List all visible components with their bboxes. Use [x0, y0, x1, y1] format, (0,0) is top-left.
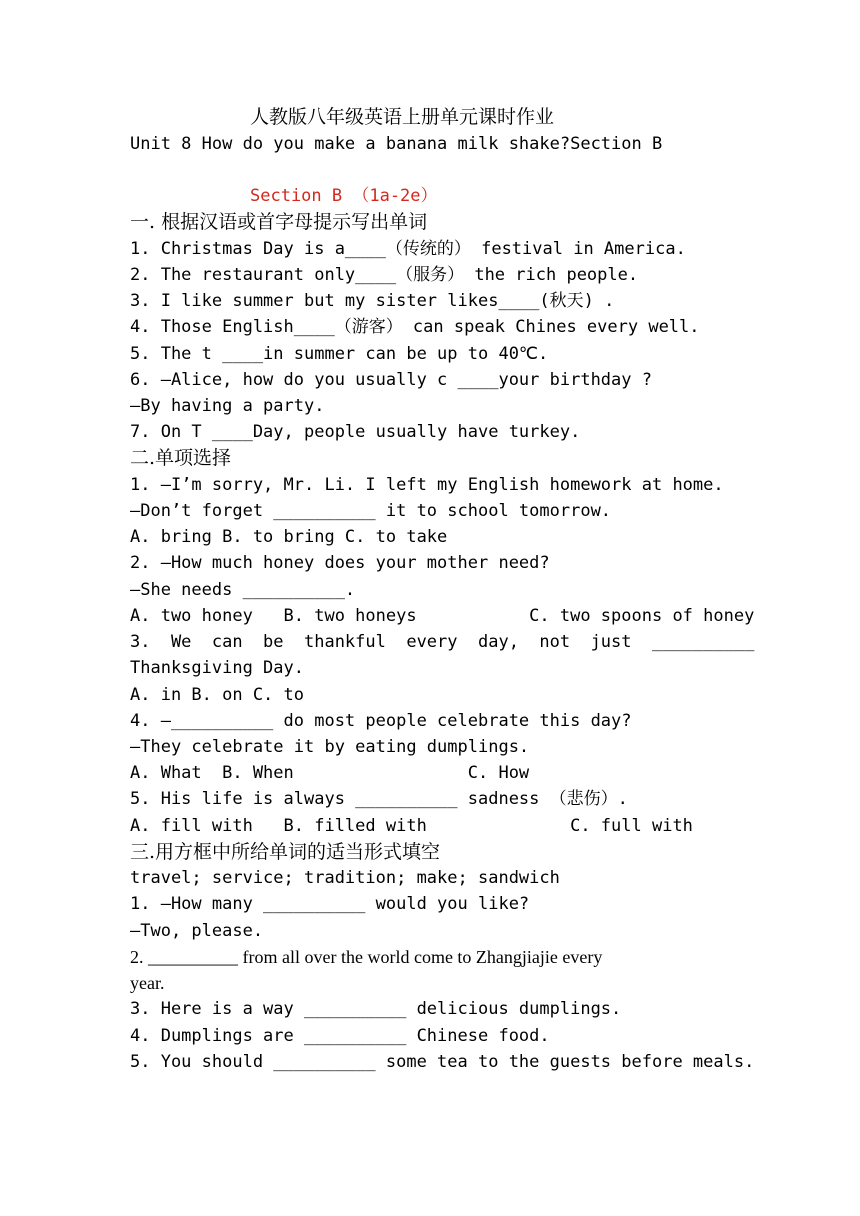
part2-line-4: 2. —How much honey does your mother need?: [130, 553, 550, 573]
part1-line-4: 4. Those English____（游客） can speak Chines every well.: [130, 317, 700, 337]
unit-subtitle: Unit 8 How do you make a banana milk shake?Section B: [130, 134, 663, 154]
part2-line-14: A. fill with B. filled with C. full with: [130, 816, 693, 836]
section-label: Section B （1a-2e）: [250, 186, 438, 206]
page-title: 人教版八年级英语上册单元课时作业: [250, 106, 555, 128]
part2-line-9: A. in B. on C. to: [130, 685, 304, 705]
part2-line-7: 3. We can be thankful every day, not just __________: [130, 632, 755, 652]
part2-line-6: A. two honey B. two honeys C. two spoons of honey: [130, 606, 755, 626]
part3-line-2: —Two, please.: [130, 921, 264, 941]
part1-line-6: 6. —Alice, how do you usually c ____your birthday ?: [130, 370, 652, 390]
part2-line-11: —They celebrate it by eating dumplings.: [130, 737, 530, 757]
part2-line-2: —Don’t forget __________ it to school tomorrow.: [130, 501, 612, 521]
part3-line-4: year.: [130, 973, 165, 993]
part3-word-box: travel; service; tradition; make; sandwich: [130, 868, 560, 888]
part1-line-2: 2. The restaurant only____（服务） the rich people.: [130, 265, 639, 285]
part3-heading: 三.用方框中所给单词的适当形式填空: [130, 841, 441, 863]
part2-line-5: —She needs __________.: [130, 580, 356, 600]
part2-line-12: A. What B. When C. How: [130, 763, 530, 783]
part1-line-7: —By having a party.: [130, 396, 325, 416]
part2-heading: 二.单项选择: [130, 447, 232, 469]
part1-line-3: 3. I like summer but my sister likes____(秋天) .: [130, 291, 615, 311]
part2-line-1: 1. —I’m sorry, Mr. Li. I left my English homework at home.: [130, 475, 724, 495]
part3-line-7: 5. You should __________ some tea to the guests before meals.: [130, 1052, 755, 1072]
part1-line-8: 7. On T ____Day, people usually have turkey.: [130, 422, 581, 442]
part2-line-3: A. bring B. to bring C. to take: [130, 527, 448, 547]
part1-line-1: 1. Christmas Day is a____（传统的） festival in America.: [130, 239, 686, 259]
part3-line-6: 4. Dumplings are __________ Chinese food.: [130, 1026, 550, 1046]
part3-line-5: 3. Here is a way __________ delicious dumplings.: [130, 999, 622, 1019]
part2-line-10: 4. —__________ do most people celebrate this day?: [130, 711, 632, 731]
part1-line-5: 5. The t ____in summer can be up to 40℃.: [130, 344, 549, 364]
part1-heading: 一. 根据汉语或首字母提示写出单词: [130, 211, 428, 233]
part3-line-3: 2. __________ from all over the world come to Zhangjiajie every: [130, 947, 603, 967]
part3-line-1: 1. —How many __________ would you like?: [130, 894, 530, 914]
part2-line-13: 5. His life is always __________ sadness （悲伤）.: [130, 789, 628, 809]
part2-line-8: Thanksgiving Day.: [130, 658, 304, 678]
